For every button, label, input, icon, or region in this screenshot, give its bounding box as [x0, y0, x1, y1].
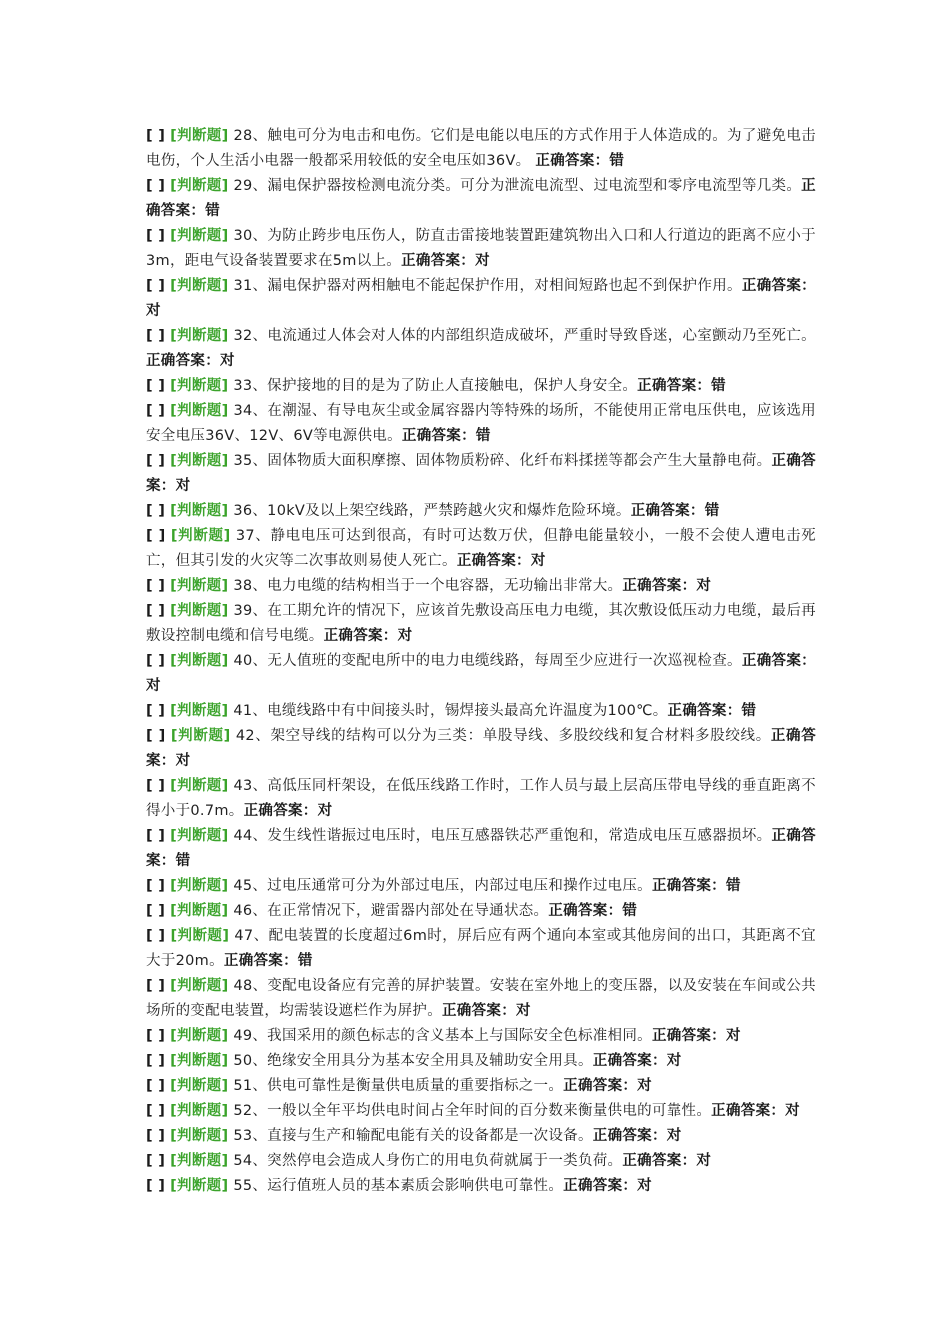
answer-label: 正确答案：: [563, 1078, 638, 1094]
answer-value: 对: [666, 1128, 682, 1144]
answer-bracket[interactable]: [ ]: [146, 778, 166, 794]
question-text: 45、过电压通常可分为外部过电压，内部过电压和操作过电压。: [233, 878, 652, 894]
question-type-tag: [判断题]: [170, 1153, 229, 1169]
question-type-tag: [判断题]: [170, 703, 229, 719]
question-text: 40、无人值班的变配电所中的电力电缆线路，每周至少应进行一次巡视检查。: [233, 653, 742, 669]
answer-value: 错: [475, 428, 491, 444]
list-item: [146, 974, 816, 1024]
answer-value: 对: [475, 253, 490, 269]
answer-value: 错: [725, 878, 741, 894]
answer-label: 正确答案：: [146, 728, 816, 769]
list-item: [146, 449, 816, 499]
answer-value: 对: [637, 1078, 652, 1094]
question-text: 52、一般以全年平均供电时间占全年时间的百分数来衡量供电的可靠性。: [233, 1103, 712, 1119]
answer-value: 对: [516, 1003, 531, 1019]
list-item: [146, 574, 816, 599]
answer-value: 错: [711, 378, 726, 394]
answer-label: 正确答案：: [622, 578, 697, 594]
list-item: [146, 899, 816, 924]
answer-value: 错: [609, 153, 625, 169]
answer-label: 正确答案：: [146, 353, 220, 369]
answer-label: 正确答案：: [630, 503, 705, 519]
question-text: 50、绝缘安全用具分为基本安全用具及辅助安全用具。: [233, 1053, 593, 1069]
answer-value: 对: [696, 578, 712, 594]
question-type-tag: [判断题]: [170, 128, 229, 144]
question-text: 41、电缆线路中有中间接头时，锡焊接头最高允许温度为100℃。: [233, 703, 668, 719]
answer-value: 错: [704, 503, 720, 519]
question-type-tag: [判断题]: [170, 1103, 229, 1119]
answer-label: 正确答案：: [667, 703, 742, 719]
answer-bracket[interactable]: [ ]: [146, 1078, 166, 1094]
answer-bracket[interactable]: [ ]: [146, 278, 166, 294]
list-item: [146, 499, 816, 524]
question-type-tag: [判断题]: [170, 378, 229, 394]
answer-bracket[interactable]: [ ]: [146, 1178, 166, 1194]
answer-bracket[interactable]: [ ]: [146, 403, 166, 419]
question-type-tag: [判断题]: [170, 903, 229, 919]
answer-label: 正确答案：: [442, 1003, 516, 1019]
answer-label: 正确答案：: [401, 253, 476, 269]
answer-value: 错: [741, 703, 757, 719]
list-item: [146, 1099, 816, 1124]
question-type-tag: [判断题]: [170, 228, 229, 244]
question-type-tag: [判断题]: [170, 778, 229, 794]
list-item: [146, 1024, 816, 1049]
answer-value: 对: [146, 303, 161, 319]
question-type-tag: [判断题]: [170, 403, 229, 419]
question-type-tag: [判断题]: [170, 878, 229, 894]
question-text: 32、电流通过人体会对人体的内部组织造成破坏，严重时导致昏迷，心室颤动乃至死亡。: [233, 328, 816, 344]
answer-label: 正确答案：: [622, 1153, 697, 1169]
list-item: [146, 824, 816, 874]
answer-value: 对: [397, 628, 413, 644]
answer-value: 对: [220, 353, 235, 369]
question-type-tag: [判断题]: [170, 503, 229, 519]
answer-bracket[interactable]: [ ]: [146, 1053, 166, 1069]
answer-label: 正确答案：: [146, 178, 816, 219]
answer-bracket[interactable]: [ ]: [146, 328, 166, 344]
question-type-tag: [判断题]: [170, 578, 229, 594]
answer-label: 正确答案：: [651, 878, 726, 894]
answer-label: 正确答案：: [548, 903, 623, 919]
answer-bracket[interactable]: [ ]: [146, 903, 166, 919]
answer-bracket[interactable]: [ ]: [146, 1128, 166, 1144]
answer-label: 正确答案：: [243, 803, 318, 819]
list-item: [146, 1049, 816, 1074]
answer-label: 正确答案：: [146, 828, 816, 869]
answer-value: 错: [205, 203, 221, 219]
list-item: [146, 324, 816, 374]
answer-bracket[interactable]: [ ]: [146, 228, 166, 244]
answer-bracket[interactable]: [ ]: [146, 453, 166, 469]
answer-label: 正确答案：: [592, 1053, 667, 1069]
answer-value: 错: [297, 953, 313, 969]
answer-bracket[interactable]: [ ]: [146, 928, 166, 944]
list-item: [146, 874, 816, 899]
answer-label: 正确答案：: [146, 453, 816, 494]
list-item: [146, 599, 816, 649]
answer-value: 对: [146, 678, 161, 694]
question-text: 34、在潮湿、有导电灰尘或金属容器内等特殊的场所，不能使用正常电压供电，应该选用安全电压36V、12V、6V等电源供电。: [146, 403, 816, 444]
answer-value: 对: [785, 1103, 800, 1119]
question-type-tag: [判断题]: [170, 278, 229, 294]
list-item: [146, 724, 816, 774]
answer-bracket[interactable]: [ ]: [146, 978, 166, 994]
answer-bracket[interactable]: [ ]: [146, 703, 166, 719]
question-text: 53、直接与生产和输配电能有关的设备都是一次设备。: [233, 1128, 593, 1144]
answer-bracket[interactable]: [ ]: [146, 1153, 166, 1169]
answer-bracket[interactable]: [ ]: [146, 728, 166, 744]
answer-value: 错: [622, 903, 638, 919]
answer-value: 对: [666, 1053, 682, 1069]
question-type-tag: [判断题]: [170, 1028, 229, 1044]
question-type-tag: [判断题]: [170, 728, 231, 744]
answer-value: 对: [317, 803, 333, 819]
question-text: 47、配电装置的长度超过6m时，屏后应有两个通向本室或其他房间的出口，其距离不宜大于20m。: [146, 928, 816, 969]
question-text: 31、漏电保护器对两相触电不能起保护作用，对相间短路也起不到保护作用。: [233, 278, 742, 294]
answer-bracket[interactable]: [ ]: [146, 603, 166, 619]
list-item: [146, 399, 816, 449]
question-type-tag: [判断题]: [170, 453, 229, 469]
question-list: [146, 124, 816, 1199]
question-text: 38、电力电缆的结构相当于一个电容器，无功输出非常大。: [233, 578, 623, 594]
answer-label: 正确答案：: [456, 553, 531, 569]
list-item: [146, 174, 816, 224]
question-type-tag: [判断题]: [170, 603, 229, 619]
answer-bracket[interactable]: [ ]: [146, 878, 166, 894]
question-text: 35、固体物质大面积摩擦、固体物质粉碎、化纤布料揉搓等都会产生大量静电荷。: [233, 453, 772, 469]
answer-label: 正确答案：: [223, 953, 298, 969]
answer-label: 正确答案：: [401, 428, 476, 444]
list-item: [146, 1124, 816, 1149]
question-text: 42、架空导线的结构可以分为三类：单股导线、多股绞线和复合材料多股绞线。: [235, 728, 771, 744]
question-type-tag: [判断题]: [170, 928, 230, 944]
question-type-tag: [判断题]: [170, 1178, 229, 1194]
answer-label: 正确答案：: [592, 1128, 667, 1144]
question-text: 43、高低压同杆架设，在低压线路工作时，工作人员与最上层高压带电导线的垂直距离不得小于0.7m。: [146, 778, 816, 819]
answer-value: 对: [175, 478, 191, 494]
list-item: [146, 1149, 816, 1174]
list-item: [146, 124, 816, 174]
list-item: [146, 649, 816, 699]
question-text: 29、漏电保护器按检测电流分类。可分为泄流电流型、过电流型和零序电流型等几类。: [233, 178, 802, 194]
list-item: [146, 274, 816, 324]
question-type-tag: [判断题]: [170, 1053, 229, 1069]
question-text: 48、变配电设备应有完善的屏护装置。安装在室外地上的变压器，以及安装在车间或公共场所的变配电装置，均需装设遮栏作为屏护。: [146, 978, 816, 1019]
question-type-tag: [判断题]: [170, 1128, 229, 1144]
list-item: [146, 524, 816, 574]
question-type-tag: [判断题]: [170, 653, 229, 669]
question-text: 46、在正常情况下，避雷器内部处在导通状态。: [233, 903, 549, 919]
answer-label: 正确答案：: [535, 153, 610, 169]
answer-value: 对: [530, 553, 546, 569]
question-type-tag: [判断题]: [170, 978, 229, 994]
question-type-tag: [判断题]: [170, 828, 229, 844]
answer-label: 正确答案：: [323, 628, 398, 644]
answer-bracket[interactable]: [ ]: [146, 1028, 166, 1044]
list-item: [146, 1174, 816, 1199]
question-text: 28、触电可分为电击和电伤。它们是电能以电压的方式作用于人体造成的。为了避免电击电伤，个人生活小电器一般都采用较低的安全电压如36V。: [146, 128, 816, 169]
answer-bracket[interactable]: [ ]: [146, 378, 166, 394]
answer-label: 正确答案：: [637, 378, 712, 394]
answer-bracket[interactable]: [ ]: [146, 178, 166, 194]
answer-label: 正确答案：: [711, 1103, 786, 1119]
question-text: 33、保护接地的目的是为了防止人直接触电，保护人身安全。: [233, 378, 638, 394]
list-item: [146, 699, 816, 724]
question-type-tag: [判断题]: [170, 328, 229, 344]
question-type-tag: [判断题]: [170, 1078, 229, 1094]
answer-label: 正确答案：: [563, 1178, 638, 1194]
answer-value: 对: [637, 1178, 652, 1194]
answer-value: 对: [175, 753, 191, 769]
answer-value: 对: [725, 1028, 741, 1044]
answer-value: 对: [696, 1153, 712, 1169]
answer-bracket[interactable]: [ ]: [146, 128, 166, 144]
question-type-tag: [判断题]: [170, 528, 231, 544]
answer-bracket[interactable]: [ ]: [146, 578, 166, 594]
answer-bracket[interactable]: [ ]: [146, 828, 166, 844]
list-item: [146, 224, 816, 274]
list-item: [146, 374, 816, 399]
answer-label: 正确答案：: [741, 278, 816, 294]
question-text: 37、静电电压可达到很高，有时可达数万伏，但静电能量较小，一般不会使人遭电击死亡，但其引发的火灾等二次事故则易使人死亡。: [146, 528, 816, 569]
question-text: 54、突然停电会造成人身伤亡的用电负荷就属于一类负荷。: [233, 1153, 623, 1169]
answer-bracket[interactable]: [ ]: [146, 653, 166, 669]
question-text: 51、供电可靠性是衡量供电质量的重要指标之一。: [233, 1078, 564, 1094]
question-text: 30、为防止跨步电压伤人，防直击雷接地装置距建筑物出入口和人行道边的距离不应小于3m，距电气设备装置要求在5m以上。: [146, 228, 816, 269]
list-item: [146, 774, 816, 824]
question-text: 49、我国采用的颜色标志的含义基本上与国际安全色标准相同。: [233, 1028, 652, 1044]
answer-value: 错: [175, 853, 191, 869]
question-type-tag: [判断题]: [170, 178, 229, 194]
question-text: 44、发生线性谐振过电压时，电压互感器铁芯严重饱和，常造成电压互感器损坏。: [233, 828, 772, 844]
answer-label: 正确答案：: [651, 1028, 726, 1044]
list-item: [146, 924, 816, 974]
answer-label: 正确答案：: [741, 653, 816, 669]
answer-bracket[interactable]: [ ]: [146, 503, 166, 519]
question-text: 36、10kV及以上架空线路，严禁跨越火灾和爆炸危险环境。: [233, 503, 631, 519]
answer-bracket[interactable]: [ ]: [146, 528, 166, 544]
question-text: 55、运行值班人员的基本素质会影响供电可靠性。: [233, 1178, 564, 1194]
answer-bracket[interactable]: [ ]: [146, 1103, 166, 1119]
question-text: 39、在工期允许的情况下，应该首先敷设高压电力电缆，其次敷设低压动力电缆，最后再敷设控制电缆和信号电缆。: [146, 603, 816, 644]
list-item: [146, 1074, 816, 1099]
